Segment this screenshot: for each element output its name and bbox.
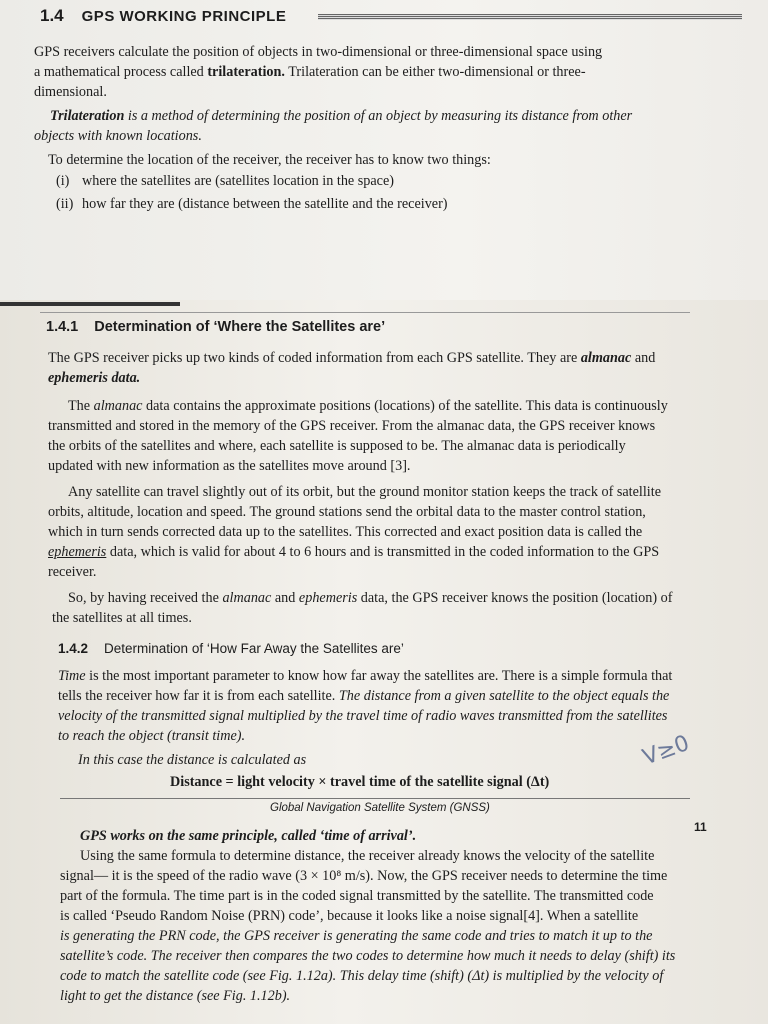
s141-para1-line2	[48, 368, 140, 388]
subsection-title: Determination of ‘Where the Satellites are’	[94, 319, 386, 335]
s141-para3-line5: receiver.	[48, 564, 97, 580]
list-text: how far they are (distance between the satellite and the receiver)	[82, 196, 448, 212]
para-text: The GPS receiver picks up two kinds of coded information from each GPS satellite. They are	[48, 350, 578, 366]
term-ephemeris: ephemeris	[48, 544, 107, 560]
term-ephemeris: ephemeris data.	[48, 370, 141, 386]
section-divider	[40, 312, 690, 313]
intro-line-3: dimensional.	[34, 84, 107, 100]
s141-para2-line3: the orbits of the satellites and where, each satellite is supposed to be. The almanac data is periodically	[48, 438, 626, 454]
s142-para2: In this case the distance is calculated as	[78, 752, 307, 768]
bottom-line-1: Using the same formula to determine distance, the receiver already knows the velocity of the satellite	[80, 848, 655, 864]
term-almanac: almanac	[93, 398, 143, 414]
intro-line-1: GPS receivers calculate the position of objects in two-dimensional or three-dimensional space using	[34, 44, 603, 60]
para-text: So, by having received the	[68, 590, 219, 606]
term-almanac: almanac	[580, 350, 632, 366]
s141-para2-line2: transmitted and stored in the memory of the GPS receiver. From the almanac data, the GPS receiver knows	[48, 418, 656, 434]
para-text: The	[68, 398, 91, 414]
intro-text: a mathematical process called	[34, 64, 204, 80]
para-text: data contains the approximate positions (locations) of the satellite. This data is continuously	[146, 398, 668, 414]
list-label: (i)	[56, 173, 70, 189]
s141-para4-line1	[68, 588, 708, 608]
definition-term: Trilateration	[50, 108, 125, 124]
para-text: is the most important parameter to know how far away the satellites are. There is a simple formula that	[89, 668, 673, 684]
s142-para1-line3: velocity of the transmitted signal multiplied by the travel time of radio waves transmitted from the satellites	[58, 708, 668, 724]
bottom-line-5: is generating the PRN code, the GPS receiver is generating the same code and tries to match it up to the	[60, 928, 653, 944]
s141-para2-line1	[68, 396, 700, 416]
s141-para2-line4: updated with new information as the satellites move around [3].	[48, 458, 411, 474]
s142-para1-line1	[58, 666, 710, 686]
subsection-number: 1.4.2	[58, 641, 89, 656]
list-text: where the satellites are (satellites location in the space)	[82, 173, 394, 189]
term-ephemeris: ephemeris	[298, 590, 358, 606]
section-heading	[40, 6, 286, 26]
footer-rule	[60, 798, 690, 799]
handwritten-note: V≥0	[639, 730, 693, 771]
bottom-line-6: satellite’s code. The receiver then compares the two codes to determine how much it needs to delay (shift) its	[60, 948, 676, 964]
s142-para1-line2	[58, 686, 710, 706]
s141-para3-line2: orbits, altitude, location and speed. The ground stations send the orbital data to the master control station,	[48, 504, 646, 520]
para-text: and	[274, 590, 296, 606]
bottom-para1: GPS works on the same principle, called ‘time of arrival’.	[80, 828, 417, 844]
subsection-heading-1-4-2	[58, 640, 404, 658]
para-text: data, which is valid for about 4 to 6 hours and is transmitted in the coded information to the GPS	[109, 544, 660, 560]
term-almanac: almanac	[222, 590, 272, 606]
list-item	[56, 173, 394, 190]
bottom-line-3: part of the formula. The time part is in the coded signal transmitted by the satellite. The transmitted code	[60, 888, 654, 904]
intro-line-2	[34, 62, 744, 82]
para-text: and	[634, 350, 656, 366]
definition-line-2: objects with known locations.	[34, 128, 202, 144]
page-number: 11	[694, 820, 707, 834]
intro-bold-term: trilateration.	[207, 64, 285, 80]
s141-para3-line1: Any satellite can travel slightly out of its orbit, but the ground monitor station keeps the track of satellite	[68, 484, 661, 500]
s141-para3-line4	[48, 542, 704, 562]
s141-para4-line2: the satellites at all times.	[52, 610, 192, 626]
list-label: (ii)	[56, 196, 74, 212]
para-text: data, the GPS receiver knows the position (location) of	[360, 590, 673, 606]
footer-text: Global Navigation Satellite System (GNSS)	[270, 802, 490, 814]
subsection-title: Determination of ‘How Far Away the Satellites are’	[104, 641, 404, 656]
section-number: 1.4	[40, 6, 64, 25]
section-title: GPS WORKING PRINCIPLE	[81, 8, 287, 25]
bottom-line-2: signal— it is the speed of the radio wave (3 × 10⁸ m/s). Now, the GPS receiver needs to determine the time	[60, 868, 668, 884]
heading-rule	[318, 14, 742, 20]
s141-para1-line1	[48, 348, 700, 368]
distance-formula: Distance = light velocity × travel time of the satellite signal (Δt)	[170, 774, 550, 790]
definition-line-1	[50, 106, 750, 126]
s142-para1-line4: to reach the object (transit time).	[58, 728, 246, 744]
bottom-line-4: is called ‘Pseudo Random Noise (PRN) code’, because it looks like a noise signal[4]. When a satellite	[60, 908, 639, 924]
term-time: Time	[58, 668, 86, 684]
s141-para3-line3: which in turn sends corrected data up to the satellites. This corrected and exact position data is called the	[48, 524, 643, 540]
bottom-line-8: light to get the distance (see Fig. 1.12b).	[60, 988, 291, 1004]
list-item	[56, 196, 448, 213]
requirement-text: To determine the location of the receiver, the receiver has to know two things:	[48, 152, 491, 168]
intro-text: Trilateration can be either two-dimensional or three-	[288, 64, 586, 80]
subsection-number: 1.4.1	[46, 319, 79, 335]
subsection-heading-1-4-1	[46, 318, 385, 336]
para-text: tells the receiver how far it is from each satellite.	[58, 688, 336, 704]
fold-shadow	[0, 302, 180, 306]
bottom-line-7: code to match the satellite code (see Fig. 1.12a). This delay time (shift) (Δt) is multiplied by the velocity of	[60, 968, 664, 984]
para-italic: The distance from a given satellite to the object equals the	[338, 688, 670, 704]
definition-text: is a method of determining the position of an object by measuring its distance from other	[127, 108, 633, 124]
